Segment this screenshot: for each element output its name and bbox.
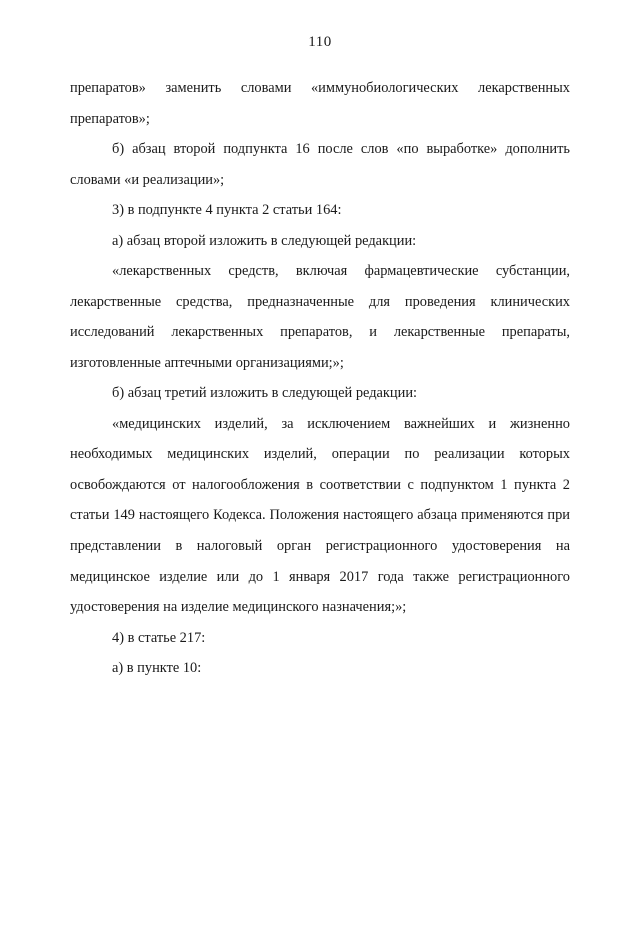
document-body <box>70 51 570 684</box>
paragraph: а) в пункте 10: <box>112 660 202 677</box>
page-number: 110 <box>308 34 332 50</box>
paragraph: а) абзац второй изложить в следующей редакции: <box>112 232 417 249</box>
paragraph: препаратов» заменить словами «иммунобиологических лекарственных препаратов»; <box>70 80 570 127</box>
paragraph: 4) в статье 217: <box>112 629 206 646</box>
paragraph: «медицинских изделий, за исключением важнейших и жизненно необходимых медицинских изделий, операции по реализации которых освобождаются от налогообложения в соответствии с подпунктом 1 пункта 2 статьи 149 настоящего Кодекса. Положения настоящего абзаца применяются при представлении в налоговый орган регистрационного удостоверения на медицинское изделие или до 1 января 2017 года также регистрационного удостоверения на изделие медицинского назначения;»; <box>70 415 570 616</box>
paragraph: б) абзац второй подпункта 16 после слов «по выработке» дополнить словами «и реализации»; <box>70 141 570 188</box>
document-page <box>0 34 640 939</box>
paragraph: 3) в подпункте 4 пункта 2 статьи 164: <box>112 202 342 219</box>
paragraph: б) абзац третий изложить в следующей редакции: <box>112 385 418 402</box>
paragraph: «лекарственных средств, включая фармацевтические субстанции, лекарственные средства, предназначенные для проведения клинических исследований лекарственных препаратов, и лекарственные препараты, изготовленные аптечными организациями;»; <box>70 263 570 371</box>
